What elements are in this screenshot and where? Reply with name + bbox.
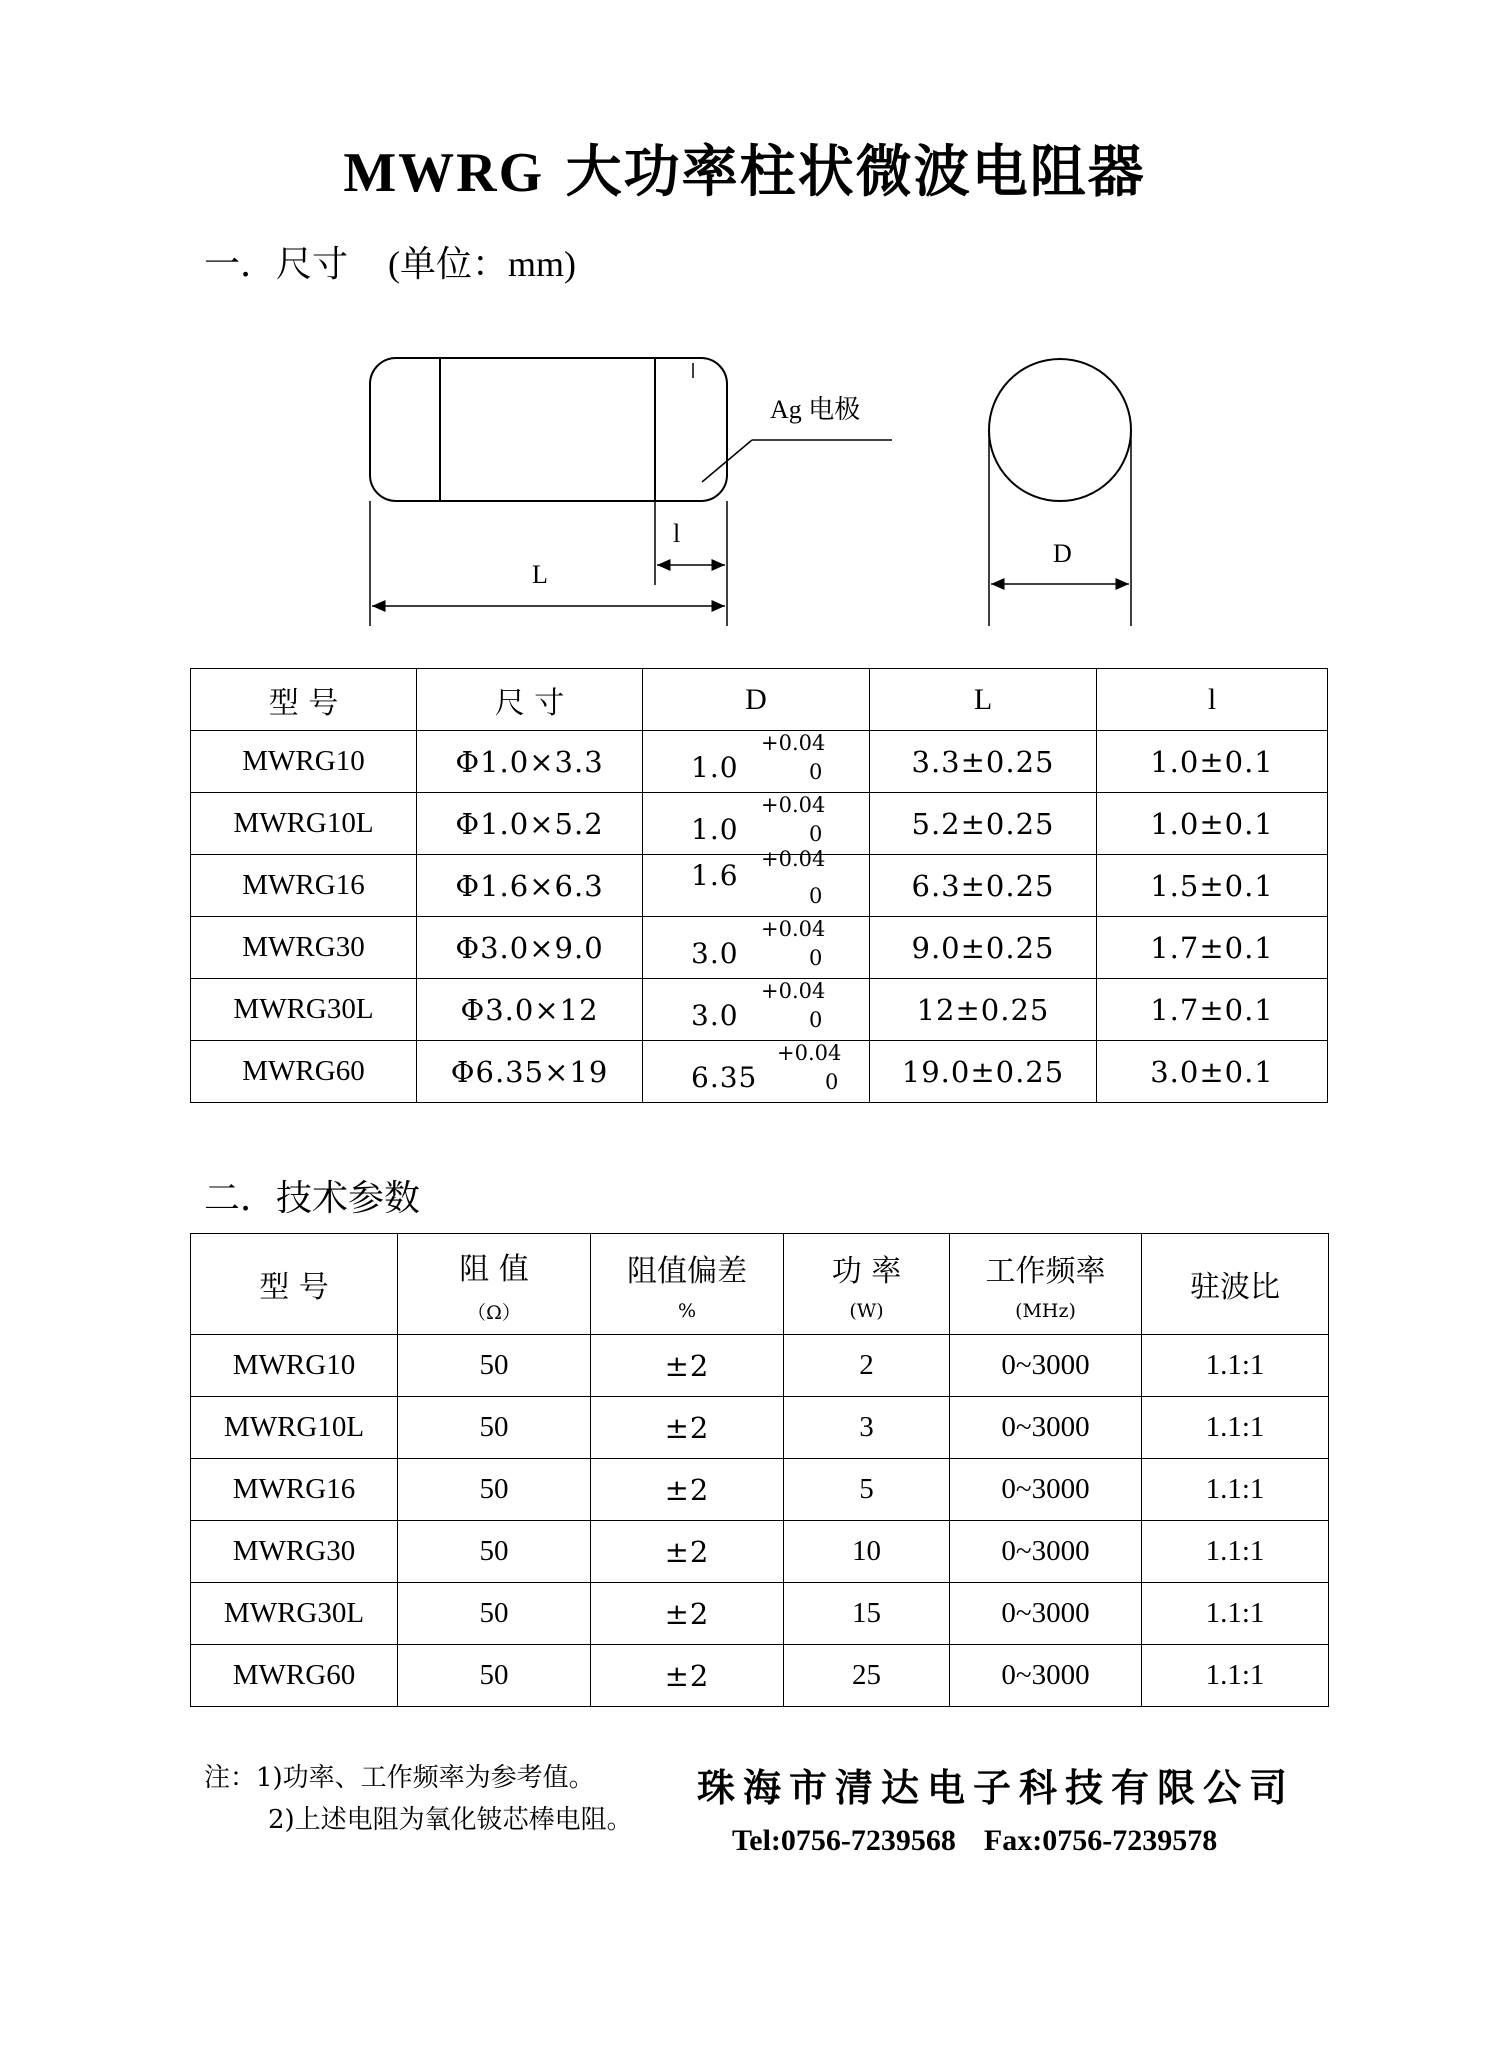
header-frequency-label: 工作频率: [985, 1254, 1106, 1289]
dimension-l-label: l: [673, 519, 681, 548]
cell-resistance: 50: [398, 1521, 591, 1583]
table-row: [191, 1459, 1329, 1521]
cell-D: [643, 847, 870, 917]
cell-resistance: 50: [398, 1583, 591, 1645]
title-name: 大功率柱状微波电阻器: [565, 140, 1146, 205]
cell-model: MWRG60: [191, 1041, 417, 1103]
cell-model: MWRG30L: [191, 1583, 398, 1645]
header-tolerance-unit: %: [677, 1300, 697, 1322]
cell-D: [643, 917, 870, 979]
header-size: 尺 寸: [417, 669, 643, 731]
company-name: 珠海市清达电子科技有限公司: [697, 1766, 1296, 1810]
note-line-1: 注：1)功率、工作频率为参考值。: [204, 1763, 595, 1793]
table-row: [191, 1397, 1329, 1459]
d-lower-tolerance: 0: [809, 760, 823, 784]
d-value: 1.0: [691, 751, 739, 784]
dimension-D-label: D: [1053, 539, 1072, 568]
header-power-unit: (W): [849, 1300, 884, 1322]
header-power: [784, 1234, 950, 1335]
title-model: MWRG: [343, 142, 545, 204]
table-row: [191, 1521, 1329, 1583]
table-row: [191, 793, 1328, 855]
cell-frequency: 0~3000: [950, 1645, 1142, 1707]
cell-L: 9.0±0.25: [870, 917, 1097, 979]
cell-vswr: 1.1:1: [1142, 1583, 1329, 1645]
section1-label: 一．尺寸: [204, 244, 349, 285]
d-value: 3.0: [691, 937, 739, 970]
contact-tel: Tel:0756-7239568: [732, 1824, 956, 1857]
contact-fax: Fax:0756-7239578: [983, 1824, 1218, 1857]
tech-header-row: [191, 1234, 1329, 1335]
cell-model: MWRG30: [191, 1521, 398, 1583]
cell-tolerance: ±2: [591, 1645, 784, 1707]
header-frequency-unit: (MHz): [1015, 1300, 1076, 1322]
cell-vswr: 1.1:1: [1142, 1335, 1329, 1397]
d-upper-tolerance: +0.04: [777, 1041, 842, 1065]
cell-frequency: 0~3000: [950, 1397, 1142, 1459]
cell-model: MWRG16: [191, 1459, 398, 1521]
d-value: 6.35: [691, 1061, 758, 1094]
header-resistance-unit: （Ω）: [467, 1301, 521, 1324]
cell-l: 1.7±0.1: [1097, 917, 1328, 979]
d-value: 1.0: [691, 813, 739, 846]
cell-L: 6.3±0.25: [870, 855, 1097, 917]
header-resistance: [398, 1234, 591, 1335]
cell-model: MWRG30L: [191, 979, 417, 1041]
cell-size: Φ1.0×3.3: [417, 731, 643, 793]
header-frequency: [950, 1234, 1142, 1335]
cell-power: 25: [784, 1645, 950, 1707]
resistor-dimension-diagram: [0, 0, 1489, 650]
section2-label: 二．技术参数: [204, 1178, 421, 1219]
header-D: D: [643, 669, 870, 731]
cell-size: Φ1.0×5.2: [417, 793, 643, 855]
table-row: [191, 1583, 1329, 1645]
table-row: [191, 731, 1328, 793]
d-upper-tolerance: +0.04: [761, 793, 826, 817]
d-value: 3.0: [691, 999, 739, 1032]
cell-model: MWRG10L: [191, 793, 417, 855]
resistor-end-view-circle: [989, 359, 1131, 501]
d-lower-tolerance: 0: [809, 946, 823, 970]
cell-D: [643, 731, 870, 793]
cell-D: [643, 1041, 870, 1103]
cell-size: Φ6.35×19: [417, 1041, 643, 1103]
cell-model: MWRG30: [191, 917, 417, 979]
d-upper-tolerance: +0.04: [761, 731, 826, 755]
d-upper-tolerance: +0.04: [761, 847, 826, 871]
d-upper-tolerance: +0.04: [761, 979, 826, 1003]
table-row: [191, 1335, 1329, 1397]
cell-model: MWRG10L: [191, 1397, 398, 1459]
header-tolerance: [591, 1234, 784, 1335]
cell-frequency: 0~3000: [950, 1459, 1142, 1521]
table-row: [191, 1645, 1329, 1707]
notes: [204, 1757, 633, 1841]
cell-size: Φ3.0×12: [417, 979, 643, 1041]
cell-l: 1.0±0.1: [1097, 731, 1328, 793]
header-l: l: [1097, 669, 1328, 731]
cell-tolerance: ±2: [591, 1397, 784, 1459]
d-lower-tolerance: 0: [809, 1008, 823, 1032]
d-value: 1.6: [691, 859, 739, 892]
header-model: 型 号: [191, 669, 417, 731]
cell-model: MWRG60: [191, 1645, 398, 1707]
header-vswr: [1142, 1234, 1329, 1335]
cell-L: 5.2±0.25: [870, 793, 1097, 855]
cell-power: 15: [784, 1583, 950, 1645]
header-model-label: 型 号: [259, 1270, 329, 1305]
dimensions-table: [190, 668, 1328, 1103]
header-tolerance-label: 阻值偏差: [627, 1254, 747, 1289]
cell-l: 1.7±0.1: [1097, 979, 1328, 1041]
header-power-label: 功 率: [831, 1254, 902, 1289]
cell-power: 10: [784, 1521, 950, 1583]
cell-vswr: 1.1:1: [1142, 1397, 1329, 1459]
cell-model: MWRG10: [191, 731, 417, 793]
cell-resistance: 50: [398, 1459, 591, 1521]
cell-l: 3.0±0.1: [1097, 1041, 1328, 1103]
cell-resistance: 50: [398, 1397, 591, 1459]
tech-params-table: [190, 1233, 1329, 1707]
cell-tolerance: ±2: [591, 1335, 784, 1397]
cell-tolerance: ±2: [591, 1521, 784, 1583]
header-resistance-label: 阻 值: [459, 1251, 529, 1287]
resistor-body-outline: [370, 358, 727, 501]
section-tech-params-heading: [204, 1170, 420, 1221]
d-lower-tolerance: 0: [825, 1070, 839, 1094]
cell-vswr: 1.1:1: [1142, 1521, 1329, 1583]
cell-power: 5: [784, 1459, 950, 1521]
cell-frequency: 0~3000: [950, 1521, 1142, 1583]
cell-model: MWRG10: [191, 1335, 398, 1397]
electrode-label: Ag 电极: [770, 395, 861, 424]
cell-tolerance: ±2: [591, 1583, 784, 1645]
d-lower-tolerance: 0: [809, 822, 823, 846]
cell-vswr: 1.1:1: [1142, 1645, 1329, 1707]
header-model: [191, 1234, 398, 1335]
cell-D: [643, 979, 870, 1041]
cell-resistance: 50: [398, 1335, 591, 1397]
cell-size: Φ3.0×9.0: [417, 917, 643, 979]
table-row: [191, 1041, 1328, 1103]
table-row: [191, 855, 1328, 917]
cell-l: 1.0±0.1: [1097, 793, 1328, 855]
cell-power: 3: [784, 1397, 950, 1459]
cell-l: 1.5±0.1: [1097, 855, 1328, 917]
cell-model: MWRG16: [191, 855, 417, 917]
dimension-L-label: L: [532, 560, 548, 589]
cell-power: 2: [784, 1335, 950, 1397]
cell-frequency: 0~3000: [950, 1583, 1142, 1645]
cell-D: [643, 793, 870, 855]
header-vswr-label: 驻波比: [1190, 1270, 1280, 1305]
contact-info: [732, 1824, 1217, 1858]
header-L: L: [870, 669, 1097, 731]
dimensions-header-row: [191, 669, 1328, 731]
cell-size: Φ1.6×6.3: [417, 855, 643, 917]
d-upper-tolerance: +0.04: [761, 917, 826, 941]
note-line-2: 2)上述电阻为氧化铍芯棒电阻。: [268, 1805, 633, 1835]
cell-tolerance: ±2: [591, 1459, 784, 1521]
cell-vswr: 1.1:1: [1142, 1459, 1329, 1521]
cell-L: 19.0±0.25: [870, 1041, 1097, 1103]
section1-unit: (单位：mm): [388, 244, 576, 284]
cell-L: 3.3±0.25: [870, 731, 1097, 793]
cell-L: 12±0.25: [870, 979, 1097, 1041]
d-lower-tolerance: 0: [809, 884, 823, 908]
table-row: [191, 979, 1328, 1041]
cell-resistance: 50: [398, 1645, 591, 1707]
cell-frequency: 0~3000: [950, 1335, 1142, 1397]
table-row: [191, 917, 1328, 979]
